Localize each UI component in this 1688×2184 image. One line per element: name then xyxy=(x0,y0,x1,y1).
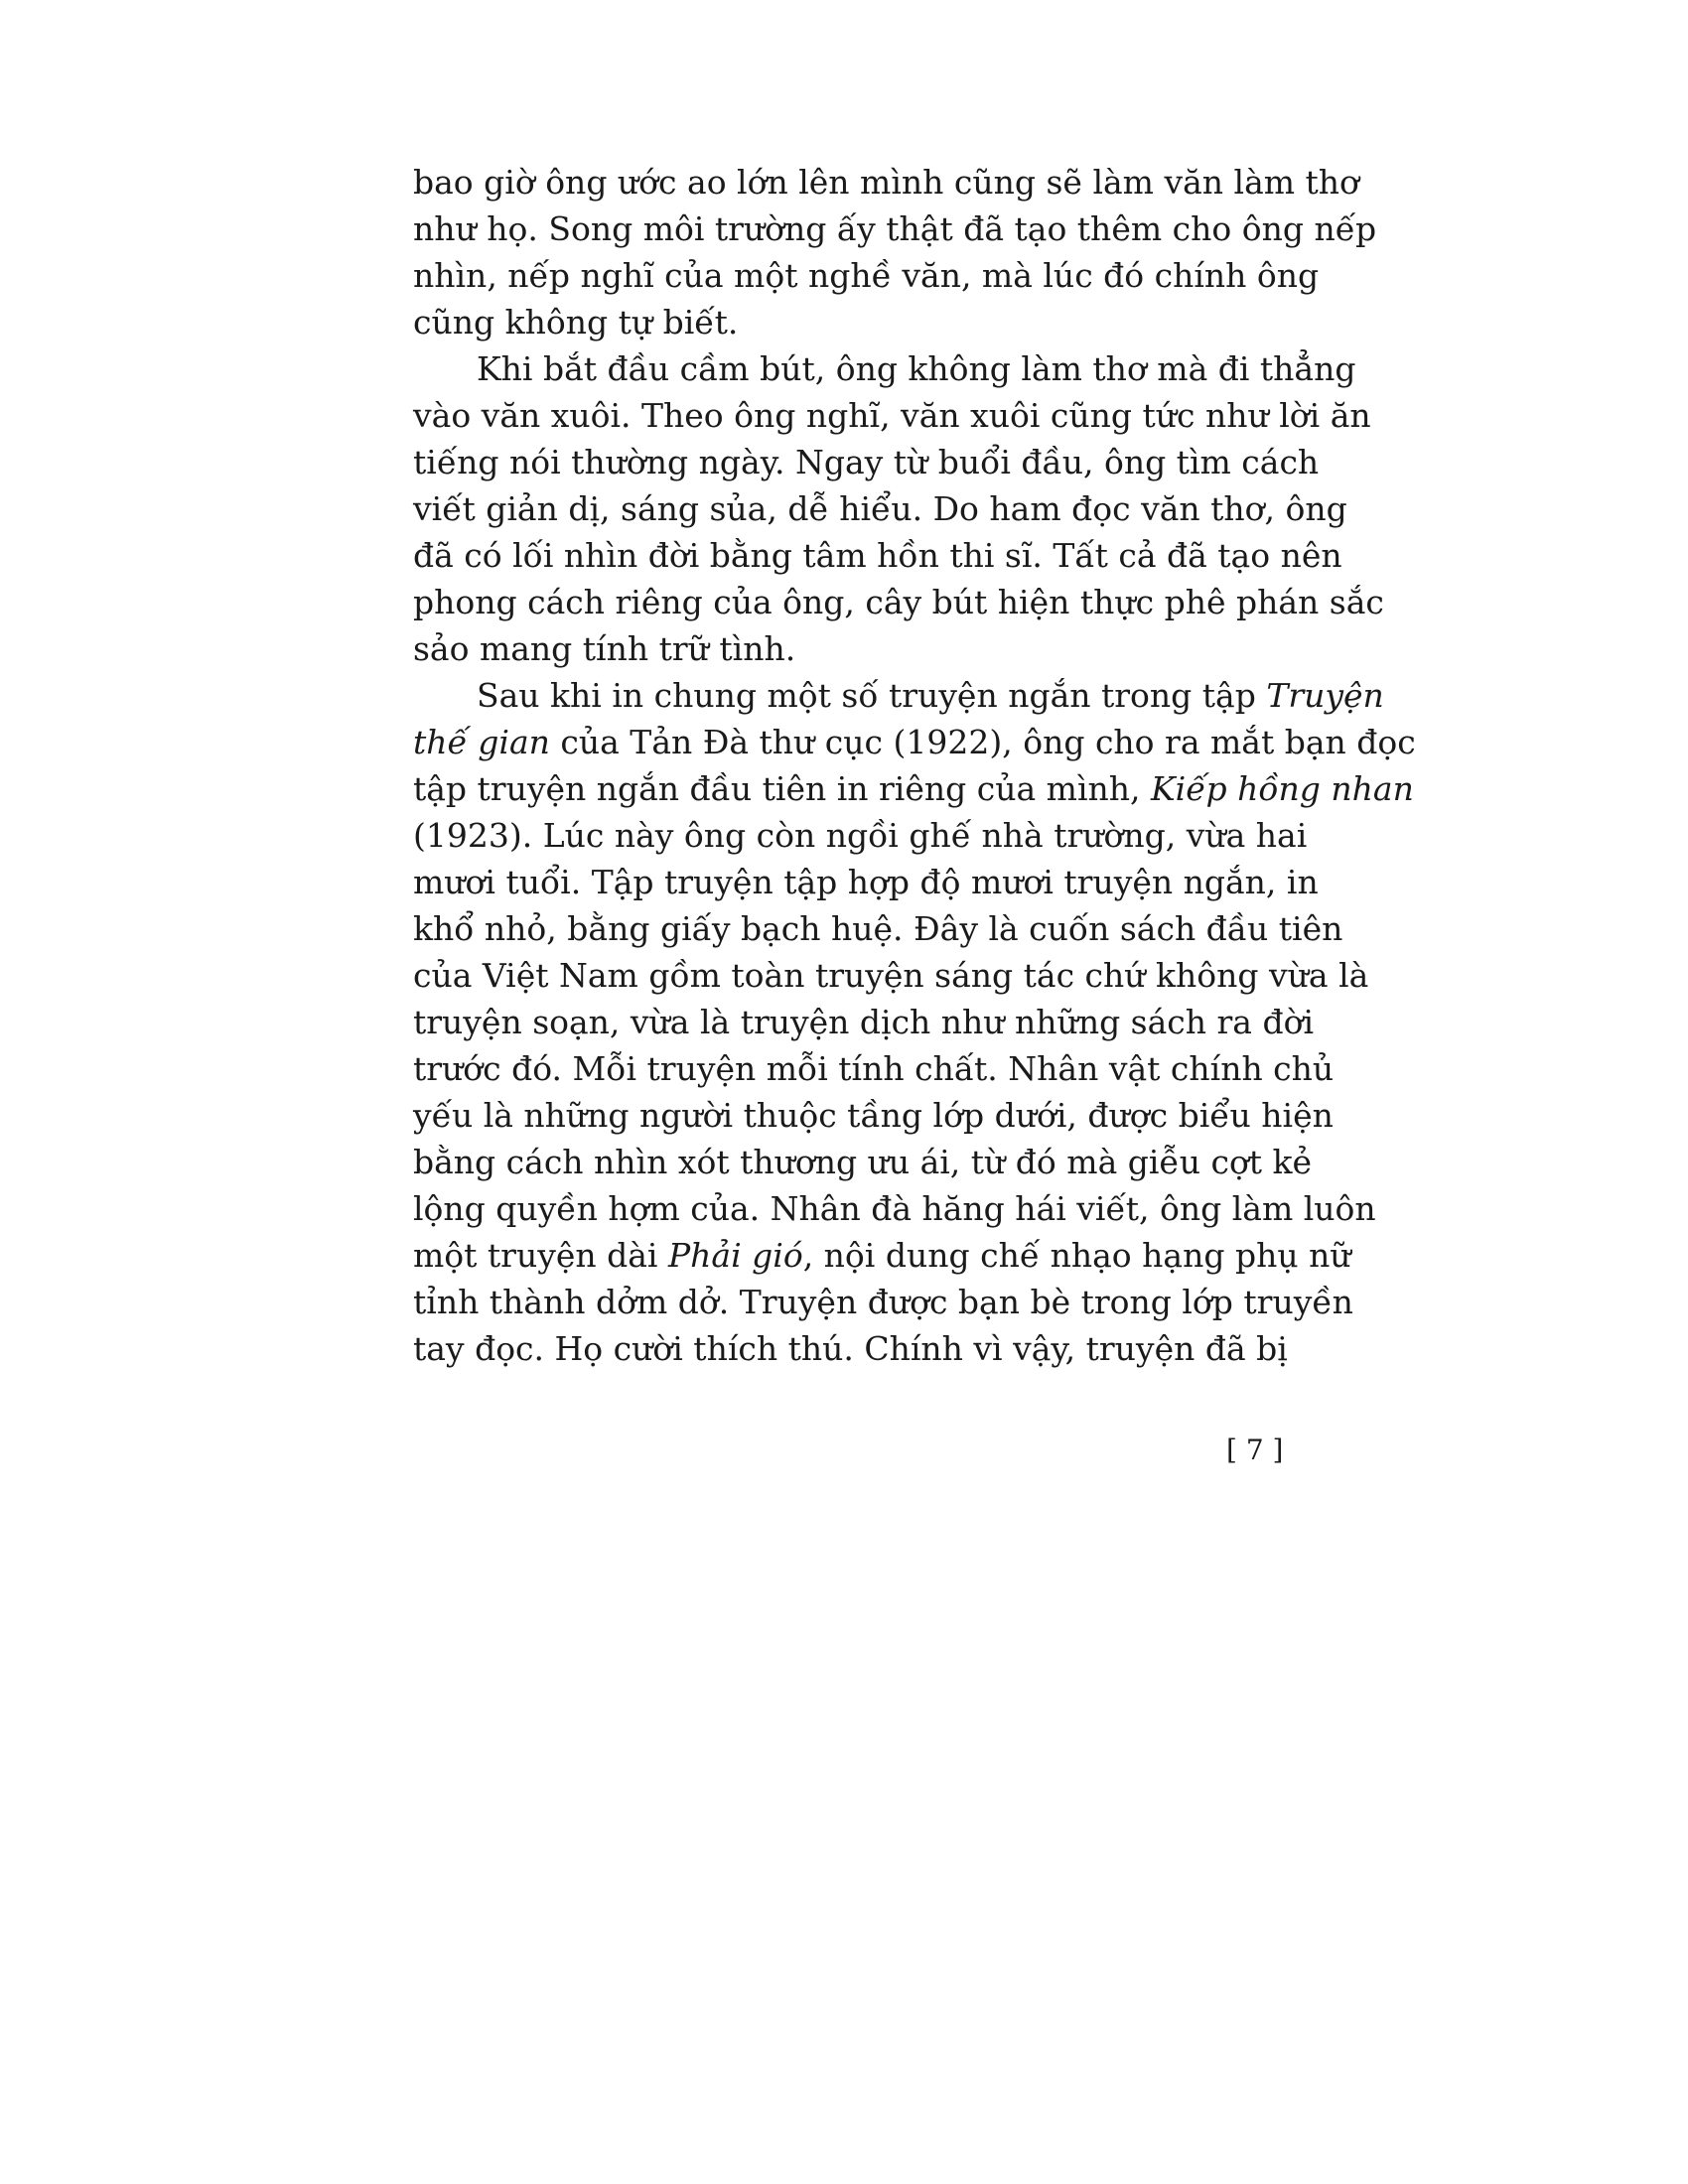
book-title-italic: thế gian xyxy=(413,723,550,761)
text-line: một truyện dài Phải gió, nội dung chế nhạo hạng phụ nữ xyxy=(413,1236,1351,1275)
text-line: mươi tuổi. Tập truyện tập hợp độ mươi truyện ngắn, in xyxy=(413,863,1319,901)
text-line: của Việt Nam gồm toàn truyện sáng tác chứ không vừa là xyxy=(413,956,1369,995)
text-line: cũng không tự biết. xyxy=(413,303,739,341)
book-title-italic: Truyện xyxy=(1266,676,1384,715)
text-line: Khi bắt đầu cầm bút, ông không làm thơ mà đi thẳng xyxy=(477,349,1356,388)
text-line: sảo mang tính trữ tình. xyxy=(413,629,796,668)
text-line: thế gian của Tản Đà thư cục (1922), ông cho ra mắt bạn đọc xyxy=(413,723,1416,761)
text-line: tỉnh thành dởm dở. Truyện được bạn bè trong lớp truyền xyxy=(413,1283,1353,1321)
text-line: tiếng nói thường ngày. Ngay từ buổi đầu, ông tìm cách xyxy=(413,443,1320,481)
book-title-italic: Kiếp hồng nhan xyxy=(1150,769,1414,808)
paragraph-1 xyxy=(413,159,1377,345)
text-line: vào văn xuôi. Theo ông nghĩ, văn xuôi cũng tức như lời ăn xyxy=(413,396,1371,435)
text-line: (1923). Lúc này ông còn ngồi ghế nhà trường, vừa hai xyxy=(413,816,1308,855)
body-text xyxy=(413,159,1416,1372)
text-line: Sau khi in chung một số truyện ngắn trong tập Truyện xyxy=(477,676,1384,715)
text-line: tập truyện ngắn đầu tiên in riêng của mình, Kiếp hồng nhan xyxy=(413,769,1414,808)
text-line: yếu là những người thuộc tầng lớp dưới, được biểu hiện xyxy=(413,1096,1334,1135)
text-line: trước đó. Mỗi truyện mỗi tính chất. Nhân vật chính chủ xyxy=(413,1049,1335,1088)
text-line: tay đọc. Họ cười thích thú. Chính vì vậy, truyện đã bị xyxy=(413,1329,1288,1368)
text-line: như họ. Song môi trường ấy thật đã tạo thêm cho ông nếp xyxy=(413,209,1377,248)
text-line: bao giờ ông ước ao lớn lên mình cũng sẽ làm văn làm thơ xyxy=(413,163,1359,202)
text-line: truyện soạn, vừa là truyện dịch như những sách ra đời xyxy=(413,1003,1315,1041)
paragraph-3 xyxy=(413,672,1416,1372)
text-line: viết giản dị, sáng sủa, dễ hiểu. Do ham đọc văn thơ, ông xyxy=(413,489,1347,528)
text-line: bằng cách nhìn xót thương ưu ái, từ đó mà giễu cợt kẻ xyxy=(413,1143,1313,1181)
text-line: khổ nhỏ, bằng giấy bạch huệ. Đây là cuốn sách đầu tiên xyxy=(413,909,1343,948)
text-line: phong cách riêng của ông, cây bút hiện thực phê phán sắc xyxy=(413,583,1384,621)
text-line: nhìn, nếp nghĩ của một nghề văn, mà lúc đó chính ông xyxy=(413,256,1320,295)
paragraph-2 xyxy=(413,345,1384,672)
book-title-italic: Phải gió xyxy=(667,1236,803,1275)
text-line: lộng quyền hợm của. Nhân đà hăng hái viết, ông làm luôn xyxy=(413,1189,1376,1228)
text-line: đã có lối nhìn đời bằng tâm hồn thi sĩ. Tất cả đã tạo nên xyxy=(413,536,1342,575)
page-number: [ 7 ] xyxy=(1226,1433,1284,1466)
